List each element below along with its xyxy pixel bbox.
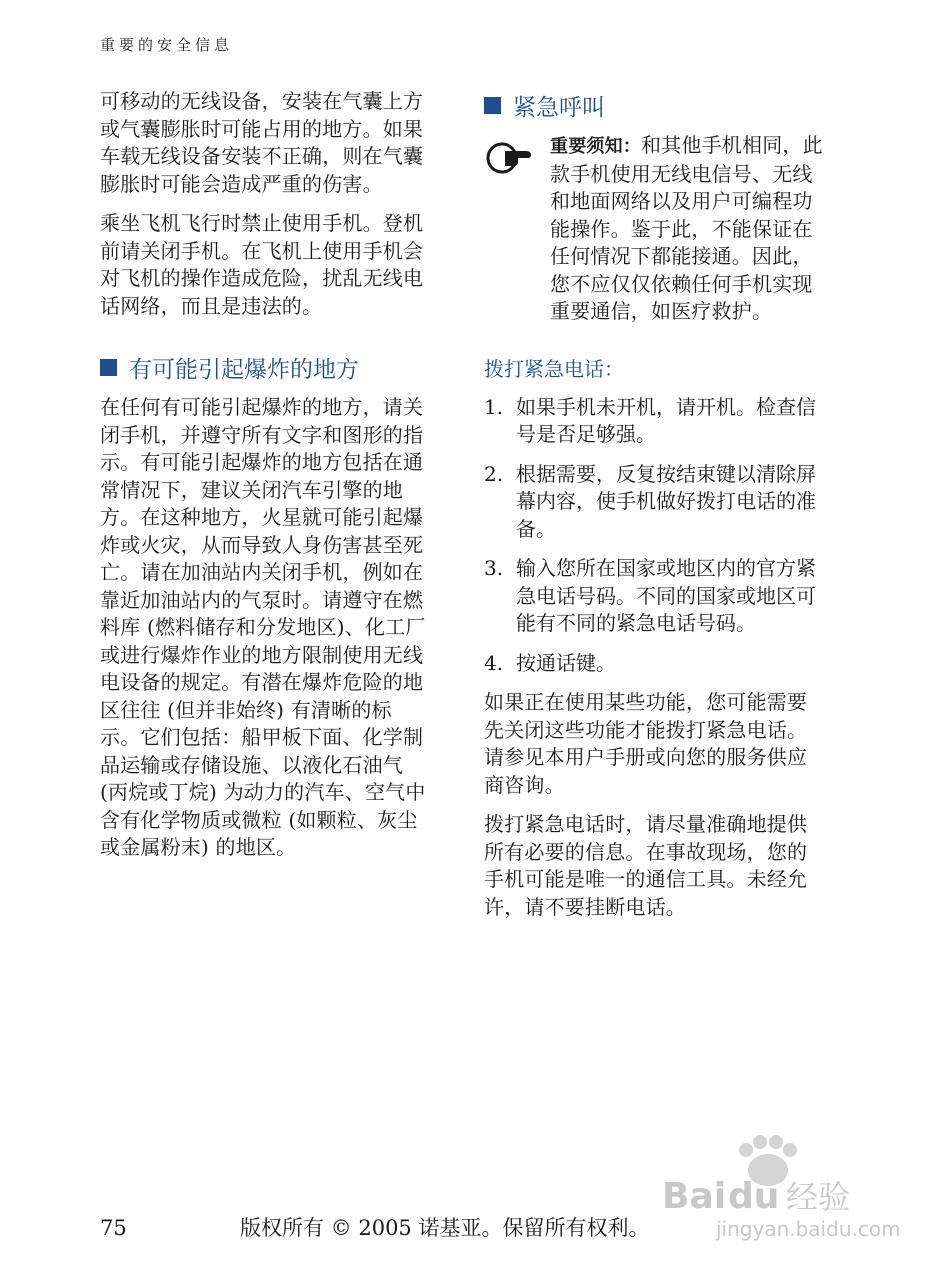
note-text [550, 132, 824, 326]
copyright-line: 版权所有 © 2005 诺基亚。保留所有权利。 [240, 1216, 650, 1240]
step-number: 4. [484, 650, 504, 675]
step-text: 根据需要，反复按结束键以清除屏幕内容，使手机做好拨打电话的准备。 [516, 461, 816, 541]
step-text: 输入您所在国家或地区内的官方紧急电话号码。不同的国家或地区可能有不同的紧急电话号码。 [516, 556, 816, 635]
call-subheading: 拨打紧急电话： [484, 356, 624, 381]
list-item [484, 394, 824, 449]
emergency-heading [484, 88, 824, 122]
important-note [484, 132, 824, 326]
watermark-url: jingyan.baidu.com [716, 1217, 901, 1241]
step-number: 3. [484, 556, 504, 580]
page-number: 75 [100, 1216, 127, 1240]
features-paragraph: 如果正在使用某些功能，您可能需要先关闭这些功能才能拨打紧急电话。请参见本用户手册或向您的服务供应商咨询。 [484, 690, 808, 797]
info-paragraph: 拨打紧急电话时，请尽量准确地提供所有必要的信息。在事故现场，您的手机可能是唯一的通信工具。未经允许，请不要挂断电话。 [484, 812, 808, 919]
watermark-logo-text2: du [728, 1176, 780, 1217]
step-text: 按通话键。 [516, 650, 616, 675]
step-text: 如果手机未开机，请开机。检查信号是否足够强。 [516, 394, 816, 446]
note-body-text: 和其他手机相同，此款手机使用无线电信号、无线和地面网络以及用户可编程功能操作。鉴于此，不能保证在任何情况下都能接通。因此，您不应仅仅依赖任何手机实现重要通信，如医疗救护。 [550, 133, 823, 323]
steps-list [484, 394, 824, 678]
aircraft-paragraph: 乘坐飞机飞行时禁止使用手机。登机前请关闭手机。在飞机上使用手机会对飞机的操作造成危险，扰乱无线电话网络，而且是违法的。 [100, 211, 424, 318]
list-item [484, 650, 824, 678]
explosive-paragraph: 在任何有可能引起爆炸的地方，请关闭手机，并遵守所有文字和图形的指示。有可能引起爆炸的地方包括在通常情况下，建议关闭汽车引擎的地方。在这种地方，火星就可能引起爆炸或火灾，从而导致人身伤害甚至死亡。请在加油站内关闭手机，例如在靠近加油站内的气泵时。请遵守在燃料库 (燃料储存和分发地区)、化工厂或进行爆炸作业的地方限制使用无线电设备的规定。有潜在爆炸危险的地区往往 (但并非始终) 有清晰的标示。它们包括：船甲板下面、化学制品运输或存储设施、以液化石油气 (丙烷或丁烷) 为动力的汽车、空气中含有化学物质或微粒 (如颗粒、灰尘或金属粉末) 的地区。 [100, 395, 426, 859]
list-item [484, 461, 824, 544]
step-number: 1. [484, 394, 504, 419]
pointing-hand-icon [484, 132, 550, 326]
page-footer [100, 1212, 826, 1244]
square-bullet-icon [484, 97, 501, 114]
square-bullet-icon [100, 359, 117, 376]
explosive-heading [100, 350, 432, 384]
note-label: 重要须知： [550, 136, 641, 157]
list-item [484, 555, 824, 638]
step-number: 2. [484, 461, 504, 486]
explosive-heading-text: 有可能引起爆炸的地方 [129, 356, 359, 383]
right-column [484, 88, 824, 933]
watermark-logo-text: Bai [662, 1176, 727, 1217]
running-header: 重要的安全信息 [100, 36, 234, 54]
airbag-paragraph: 可移动的无线设备，安装在气囊上方或气囊膨胀时可能占用的地方。如果车载无线设备安装不正确，则在气囊膨胀时可能会造成严重的伤害。 [100, 89, 424, 196]
emergency-heading-text: 紧急呼叫 [513, 94, 605, 121]
left-column [100, 88, 432, 874]
watermark-logo-cn: 经验 [786, 1178, 851, 1216]
